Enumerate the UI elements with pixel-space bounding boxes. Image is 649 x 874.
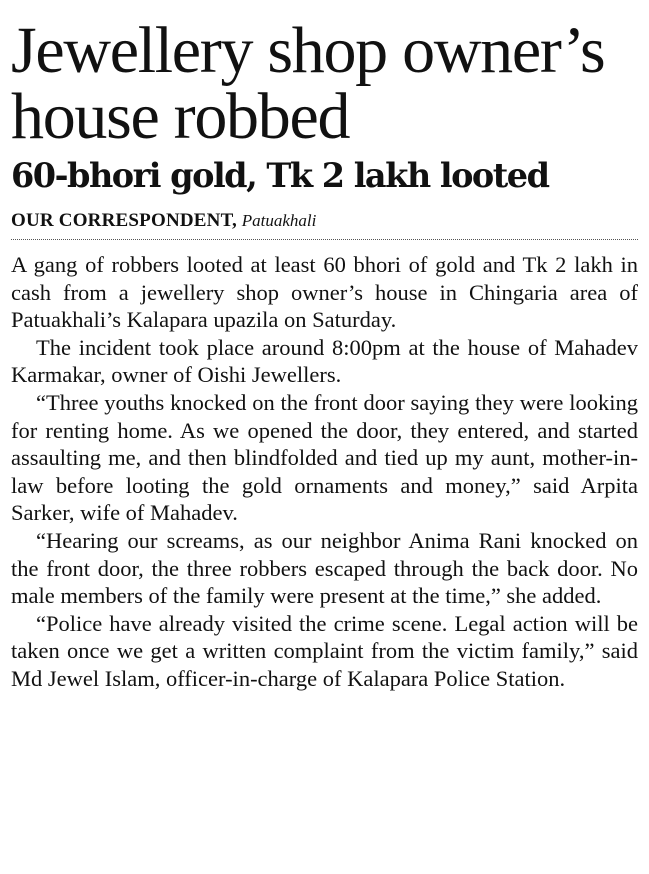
article-body xyxy=(11,251,638,693)
headline: Jewellery shop owner’s house robbed xyxy=(11,14,605,153)
paragraph-5: “Police have already visited the crime scene. Legal action will be taken once we get a written complaint from the victim family,” said Md Jewel Islam, officer-in-charge of Kalapara Police Station. xyxy=(11,610,638,691)
byline xyxy=(11,209,638,233)
paragraph-4: “Hearing our screams, as our neighbor Anima Rani knocked on the front door, the three robbers escaped through the back door. No male members of the family were present at the time,” she added. xyxy=(11,527,638,609)
byline-location: Patuakhali xyxy=(241,211,317,230)
subheadline: 60-bhori gold, Tk 2 lakh looted xyxy=(11,156,549,195)
paragraph-3: “Three youths knocked on the front door saying they were looking for renting home. As we opened the door, they entered, and started assaulting me, and then blindfolded and tied up my aunt, mother-in-law before looting the gold ornaments and money,” said Arpita Sarker, wife of Mahadev. xyxy=(11,389,638,526)
news-article xyxy=(11,14,638,693)
byline-author: OUR CORRESPONDENT, xyxy=(11,210,237,231)
dotted-divider xyxy=(11,239,638,240)
paragraph-2: The incident took place around 8:00pm at the house of Mahadev Karmakar, owner of Oishi Jewellers. xyxy=(11,334,638,388)
paragraph-1: A gang of robbers looted at least 60 bhori of gold and Tk 2 lakh in cash from a jewellery shop owner’s house in Chingaria area of Patuakhali’s Kalapara upazila on Saturday. xyxy=(11,252,638,333)
